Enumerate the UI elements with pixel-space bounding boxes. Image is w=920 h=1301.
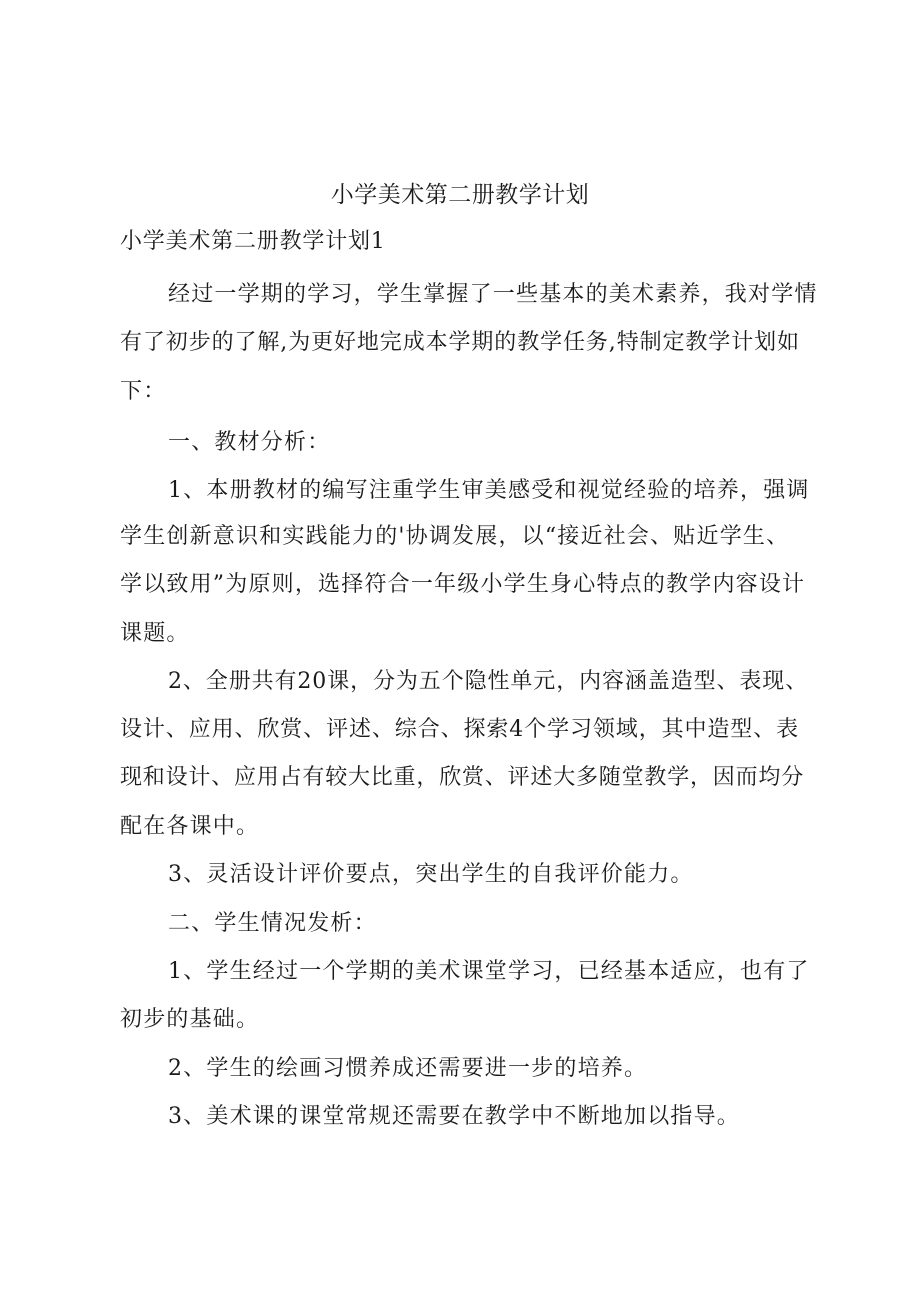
- paragraph-line: 经过一学期的学习，学生掌握了一些基本的美术素养，我对学情: [168, 282, 818, 307]
- paragraph-line: 设计、应用、欣赏、评述、综合、探索4个学习领域，其中造型、表: [120, 717, 799, 742]
- paragraph-line: 有了初步的了解,为更好地完成本学期的教学任务,特制定教学计划如: [120, 330, 800, 355]
- paragraph-line: 课题。: [120, 621, 190, 646]
- section-heading: 二、学生情况发析：: [168, 911, 377, 936]
- paragraph-line: 1、学生经过一个学期的美术课堂学习，已经基本适应，也有了: [168, 959, 810, 984]
- paragraph-line: 2、学生的绘画习惯养成还需要进一步的培养。: [168, 1056, 648, 1081]
- paragraph-line: 3、美术课的课堂常规还需要在教学中不断地加以指导。: [168, 1104, 740, 1129]
- paragraph-line: 初步的基础。: [120, 1007, 260, 1032]
- paragraph-line: 3、灵活设计评价要点，突出学生的自我评价能力。: [168, 862, 694, 887]
- paragraph-line: 2、全册共有20课，分为五个隐性单元，内容涵盖造型、表现、: [168, 669, 809, 694]
- paragraph-line: 配在各课中。: [120, 814, 260, 839]
- paragraph-line: 学以致用”为原则，选择符合一年级小学生身心特点的教学内容设计: [120, 572, 806, 597]
- section-heading: 一、教材分析：: [168, 430, 331, 455]
- document-title: 小学美术第二册教学计划: [330, 182, 590, 208]
- paragraph-line: 1、本册教材的编写注重学生审美感受和视觉经验的培养，强调: [168, 478, 810, 503]
- paragraph-line: 现和设计、应用占有较大比重，欣赏、评述大多随堂教学，因而均分: [120, 765, 805, 790]
- paragraph-line: 下：: [120, 379, 167, 404]
- document-subtitle: 小学美术第二册教学计划1: [120, 229, 386, 254]
- paragraph-line: 学生创新意识和实践能力的'协调发展，以“接近社会、贴近学生、: [120, 524, 790, 549]
